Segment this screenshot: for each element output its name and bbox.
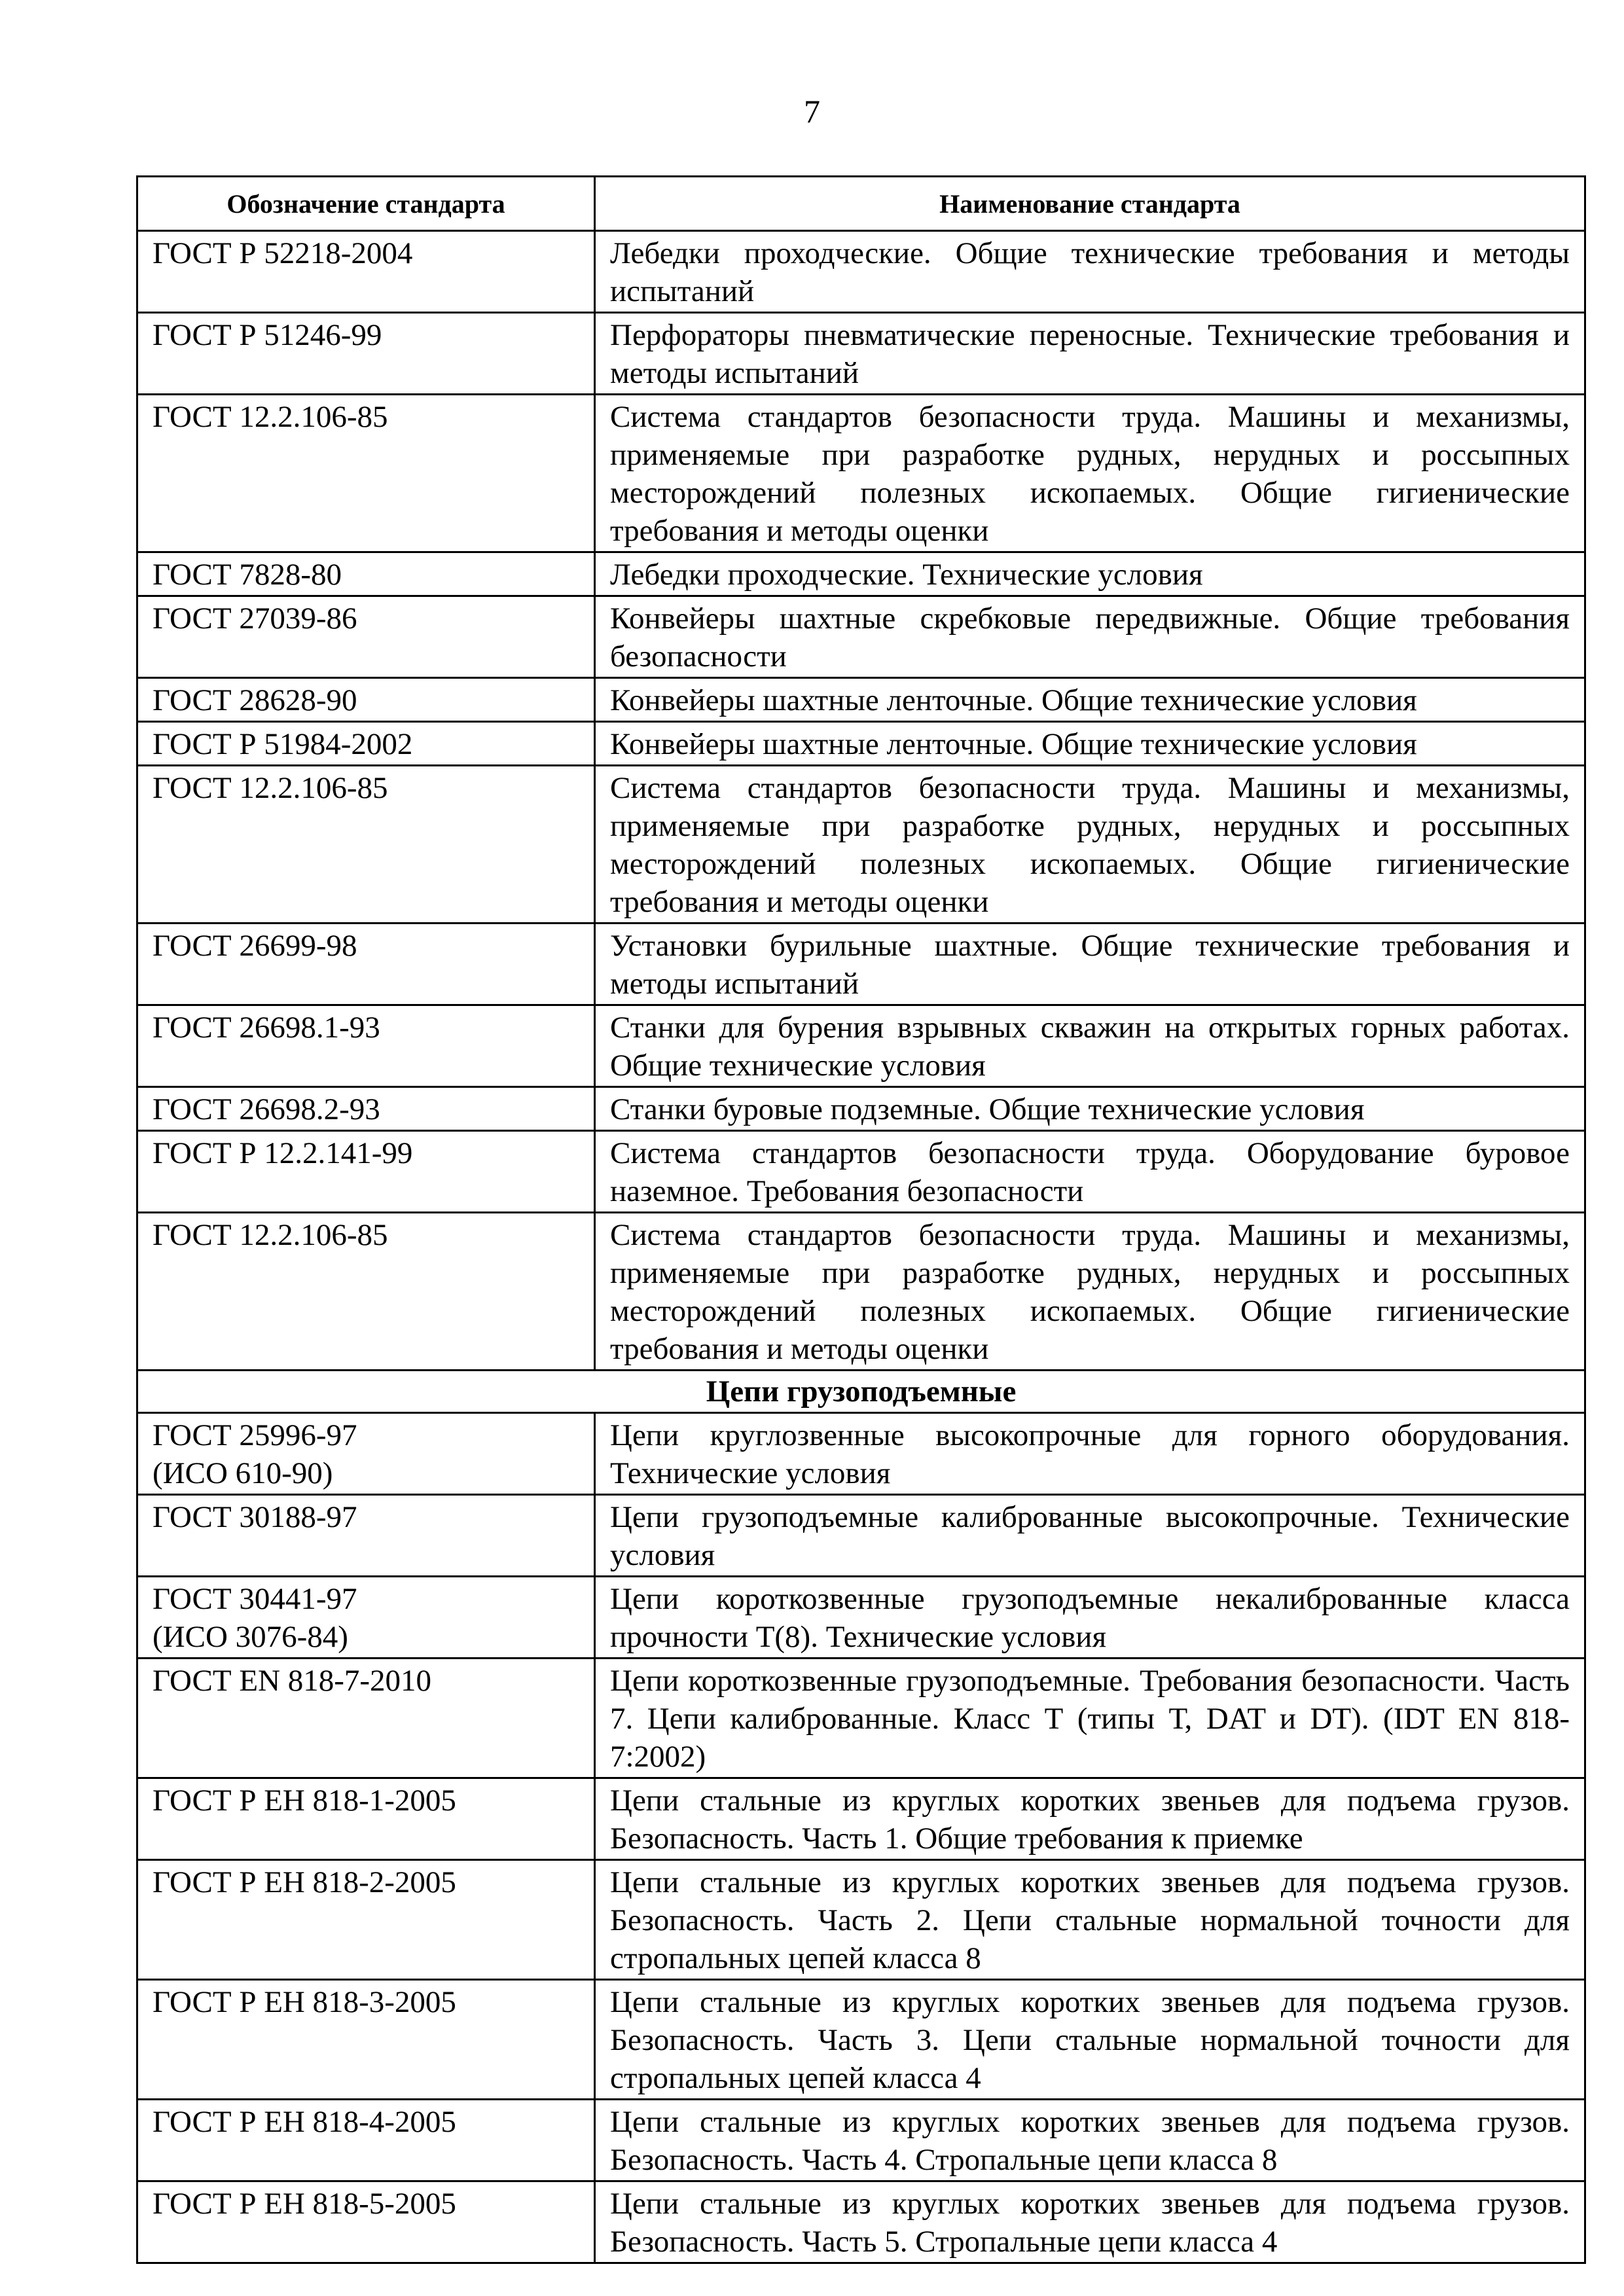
standard-code [137, 1577, 595, 1659]
table-row [137, 1005, 1585, 1087]
standard-name: Цепи стальные из круглых коротких звеньев для подъема грузов. Безопасность. Часть 4. Стропальные цепи класса 8 [595, 2100, 1585, 2181]
standard-name: Лебедки проходческие. Технические условия [595, 552, 1585, 596]
table-row [137, 1495, 1585, 1577]
standard-name: Цепи стальные из круглых коротких звеньев для подъема грузов. Безопасность. Часть 3. Цепи стальные нормальной точности для стропальных цепей класса 4 [595, 1980, 1585, 2100]
standard-name: Цепи короткозвенные грузоподъемные. Требования безопасности. Часть 7. Цепи калиброванные. Класс Т (типы Т, DAT и DT). (IDT EN 818-7:2002) [595, 1659, 1585, 1778]
standard-code: ГОСТ 12.2.106-85 [137, 766, 595, 924]
standard-name: Система стандартов безопасности труда. Машины и механизмы, применяемые при разработке рудных, нерудных и россыпных месторождений полезных ископаемых. Общие гигиенические требования и методы оценки [595, 1213, 1585, 1371]
table-header-row [137, 177, 1585, 231]
column-header-designation: Обозначение стандарта [137, 177, 595, 231]
standard-code: ГОСТ Р ЕН 818-3-2005 [137, 1980, 595, 2100]
standard-code-primary: ГОСТ 25996-97 [153, 1418, 357, 1452]
table-row [137, 1413, 1585, 1495]
standards-table [136, 175, 1586, 2264]
table-row [137, 596, 1585, 678]
standard-code-primary: ГОСТ 30441-97 [153, 1582, 357, 1616]
standard-code: ГОСТ 27039-86 [137, 596, 595, 678]
table-row [137, 1087, 1585, 1131]
standard-code-equivalent: (ИСО 3076-84) [153, 1620, 348, 1654]
table-row [137, 2100, 1585, 2181]
standard-code: ГОСТ 12.2.106-85 [137, 395, 595, 552]
table-row [137, 231, 1585, 313]
table-row [137, 1860, 1585, 1980]
page-number: 7 [804, 93, 820, 130]
standard-code: ГОСТ 26698.2-93 [137, 1087, 595, 1131]
standard-code: ГОСТ Р ЕН 818-5-2005 [137, 2181, 595, 2263]
standard-code: ГОСТ EN 818-7-2010 [137, 1659, 595, 1778]
table-row [137, 678, 1585, 722]
standard-code: ГОСТ 7828-80 [137, 552, 595, 596]
standard-code: ГОСТ 28628-90 [137, 678, 595, 722]
table-row [137, 2181, 1585, 2263]
standard-code: ГОСТ Р ЕН 818-1-2005 [137, 1778, 595, 1860]
standard-name: Установки бурильные шахтные. Общие технические требования и методы испытаний [595, 924, 1585, 1005]
standard-code: ГОСТ 26698.1-93 [137, 1005, 595, 1087]
standard-code: ГОСТ Р 51984-2002 [137, 722, 595, 766]
standard-code [137, 1413, 595, 1495]
standard-name: Конвейеры шахтные ленточные. Общие технические условия [595, 678, 1585, 722]
table-row [137, 1659, 1585, 1778]
table-row [137, 1131, 1585, 1213]
standard-code: ГОСТ Р 12.2.141-99 [137, 1131, 595, 1213]
standard-name: Цепи грузоподъемные калиброванные высокопрочные. Технические условия [595, 1495, 1585, 1577]
standard-name: Лебедки проходческие. Общие технические требования и методы испытаний [595, 231, 1585, 313]
standard-code: ГОСТ 12.2.106-85 [137, 1213, 595, 1371]
standard-name: Цепи круглозвенные высокопрочные для горного оборудования. Технические условия [595, 1413, 1585, 1495]
table-row [137, 395, 1585, 552]
section-title: Цепи грузоподъемные [137, 1371, 1585, 1413]
table-row [137, 924, 1585, 1005]
table-row [137, 1980, 1585, 2100]
table-row [137, 766, 1585, 924]
standard-name: Конвейеры шахтные ленточные. Общие технические условия [595, 722, 1585, 766]
standard-code: ГОСТ Р ЕН 818-4-2005 [137, 2100, 595, 2181]
standard-code-equivalent: (ИСО 610-90) [153, 1456, 333, 1490]
standard-name: Система стандартов безопасности труда. Машины и механизмы, применяемые при разработке рудных, нерудных и россыпных месторождений полезных ископаемых. Общие гигиенические требования и методы оценки [595, 766, 1585, 924]
table-row [137, 1213, 1585, 1371]
standard-name: Станки для бурения взрывных скважин на открытых горных работах. Общие технические условия [595, 1005, 1585, 1087]
standard-name: Перфораторы пневматические переносные. Технические требования и методы испытаний [595, 313, 1585, 395]
column-header-name: Наименование стандарта [595, 177, 1585, 231]
table-row [137, 1577, 1585, 1659]
standard-name: Система стандартов безопасности труда. Оборудование буровое наземное. Требования безопасности [595, 1131, 1585, 1213]
table-row [137, 1778, 1585, 1860]
standard-code: ГОСТ Р ЕН 818-2-2005 [137, 1860, 595, 1980]
standard-name: Цепи стальные из круглых коротких звеньев для подъема грузов. Безопасность. Часть 2. Цепи стальные нормальной точности для стропальных цепей класса 8 [595, 1860, 1585, 1980]
table-row [137, 722, 1585, 766]
standard-code: ГОСТ Р 52218-2004 [137, 231, 595, 313]
standard-name: Цепи стальные из круглых коротких звеньев для подъема грузов. Безопасность. Часть 1. Общие требования к приемке [595, 1778, 1585, 1860]
table-row [137, 313, 1585, 395]
standard-code: ГОСТ 26699-98 [137, 924, 595, 1005]
standard-name: Конвейеры шахтные скребковые передвижные. Общие требования безопасности [595, 596, 1585, 678]
standard-name: Цепи стальные из круглых коротких звеньев для подъема грузов. Безопасность. Часть 5. Стропальные цепи класса 4 [595, 2181, 1585, 2263]
standard-name: Цепи короткозвенные грузоподъемные некалиброванные класса прочности Т(8). Технические условия [595, 1577, 1585, 1659]
standard-name: Система стандартов безопасности труда. Машины и механизмы, применяемые при разработке рудных, нерудных и россыпных месторождений полезных ископаемых. Общие гигиенические требования и методы оценки [595, 395, 1585, 552]
standard-code: ГОСТ 30188-97 [137, 1495, 595, 1577]
standard-name: Станки буровые подземные. Общие технические условия [595, 1087, 1585, 1131]
table-row [137, 552, 1585, 596]
standard-code: ГОСТ Р 51246-99 [137, 313, 595, 395]
section-row [137, 1371, 1585, 1413]
